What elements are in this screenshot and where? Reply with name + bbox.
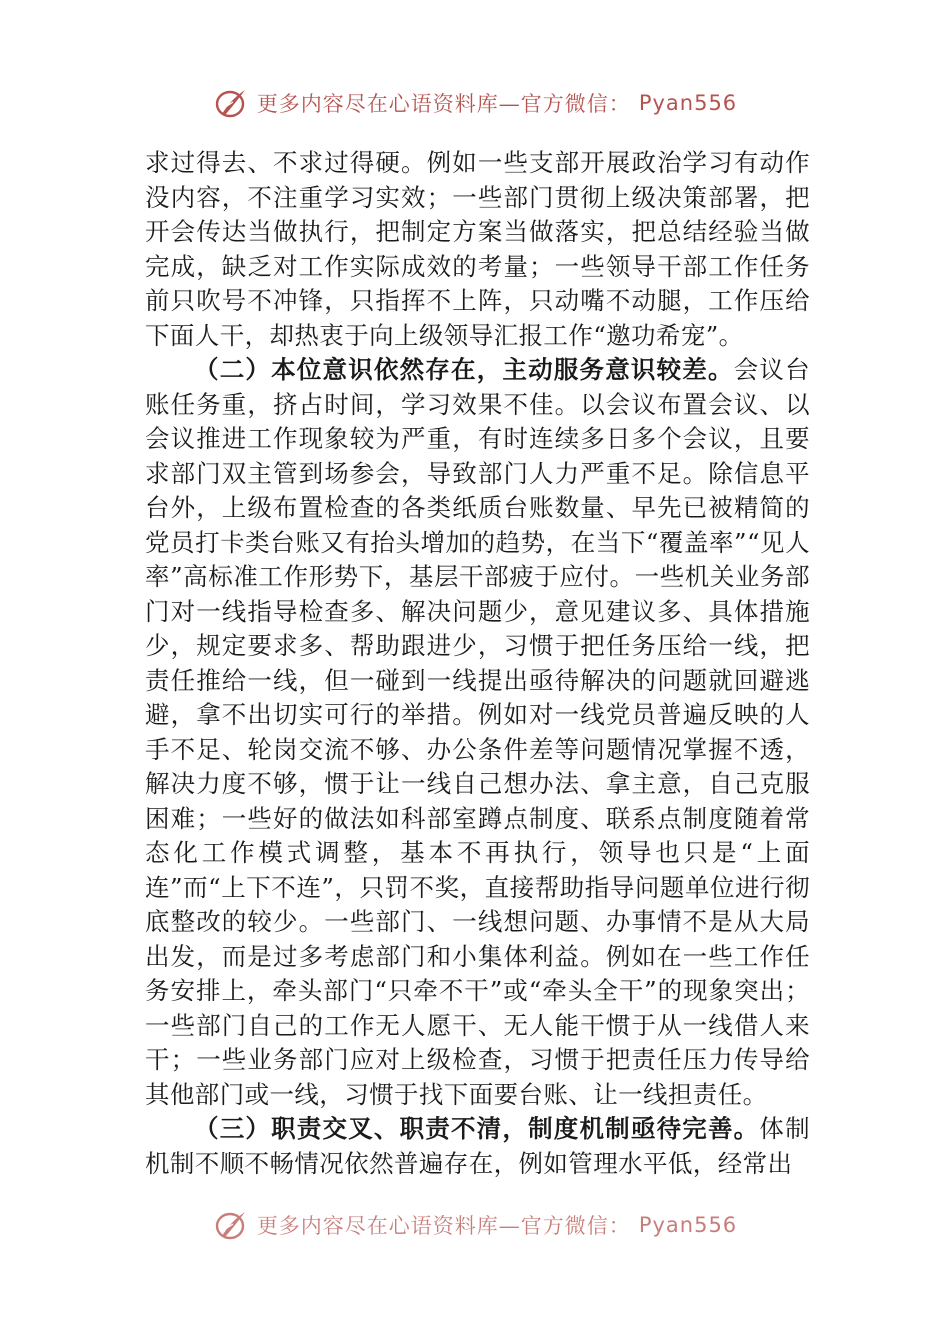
paragraph-3-text: 体制机制不顺不畅情况依然普遍存在，例如管理水平低，经常出 <box>145 1114 810 1178</box>
watermark-text: 更多内容尽在心语资料库—官方微信： <box>256 92 631 116</box>
paragraph-1-text: 求过得去、不求过得硬。例如一些支部开展政治学习有动作没内容，不注重学习实效；一些部门贯彻上级决策部署，把开会传达当做执行，把制定方案当做落实，把总结经验当做完成，缺乏对工作实际成效的考量；一些领导干部工作任务前只吹号不冲锋，只指挥不上阵，只动嘴不动腿，工作压给下面人干，却热衷于向上级领导汇报工作“邀功希宠”。 <box>145 148 810 350</box>
paragraph-2-text: 会议台账任务重，挤占时间，学习效果不佳。以会议布置会议、以会议推进工作现象较为严重，有时连续多日多个会议，且要求部门双主管到场参会，导致部门人力严重不足。除信息平台外，上级布置检查的各类纸质台账数量、早先已被精简的党员打卡类台账又有抬头增加的趋势，在当下“覆盖率”“见人率”高标准工作形势下，基层干部疲于应付。一些机关业务部门对一线指导检查多、解决问题少，意见建议多、具体措施少，规定要求多、帮助跟进少，习惯于把任务压给一线，把责任推给一线，但一碰到一线提出亟待解决的问题就回避逃避，拿不出切实可行的举措。例如对一线党员普遍反映的人手不足、轮岗交流不够、办公条件差等问题情况掌握不透，解决力度不够，惯于让一线自己想办法、拿主意，自己克服困难；一些好的做法如科部室蹲点制度、联系点制度随着常态化工作模式调整，基本不再执行，领导也只是“上面连”而“上下不连”，只罚不奖，直接帮助指导问题单位进行彻底整改的较少。一些部门、一线想问题、办事情不是从大局出发，而是过多考虑部门和小集体利益。例如在一些工作任务安排上，牵头部门“只牵不干”或“牵头全干”的现象突出；一些部门自己的工作无人愿干、无人能干惯于从一线借人来干；一些业务部门应对上级检查，习惯于把责任压力传导给其他部门或一线，习惯于找下面要台账、让一线担责任。 <box>145 355 811 1109</box>
quill-logo-icon <box>213 1208 249 1242</box>
paragraph-1 <box>145 146 810 353</box>
paragraph-2 <box>145 353 810 1112</box>
quill-logo-icon <box>213 86 249 120</box>
document-body <box>145 146 810 1181</box>
watermark-code: Pyan556 <box>638 91 738 115</box>
watermark-code: Pyan556 <box>638 1213 738 1237</box>
section-heading-2: （二）本位意识依然存在，主动服务意识较差。 <box>194 355 734 384</box>
watermark-bottom <box>0 1208 950 1242</box>
section-heading-3: （三）职责交叉、职责不清，制度机制亟待完善。 <box>194 1114 760 1143</box>
watermark-top <box>0 84 950 122</box>
watermark-text: 更多内容尽在心语资料库—官方微信： <box>256 1214 631 1238</box>
paragraph-3 <box>145 1112 810 1181</box>
